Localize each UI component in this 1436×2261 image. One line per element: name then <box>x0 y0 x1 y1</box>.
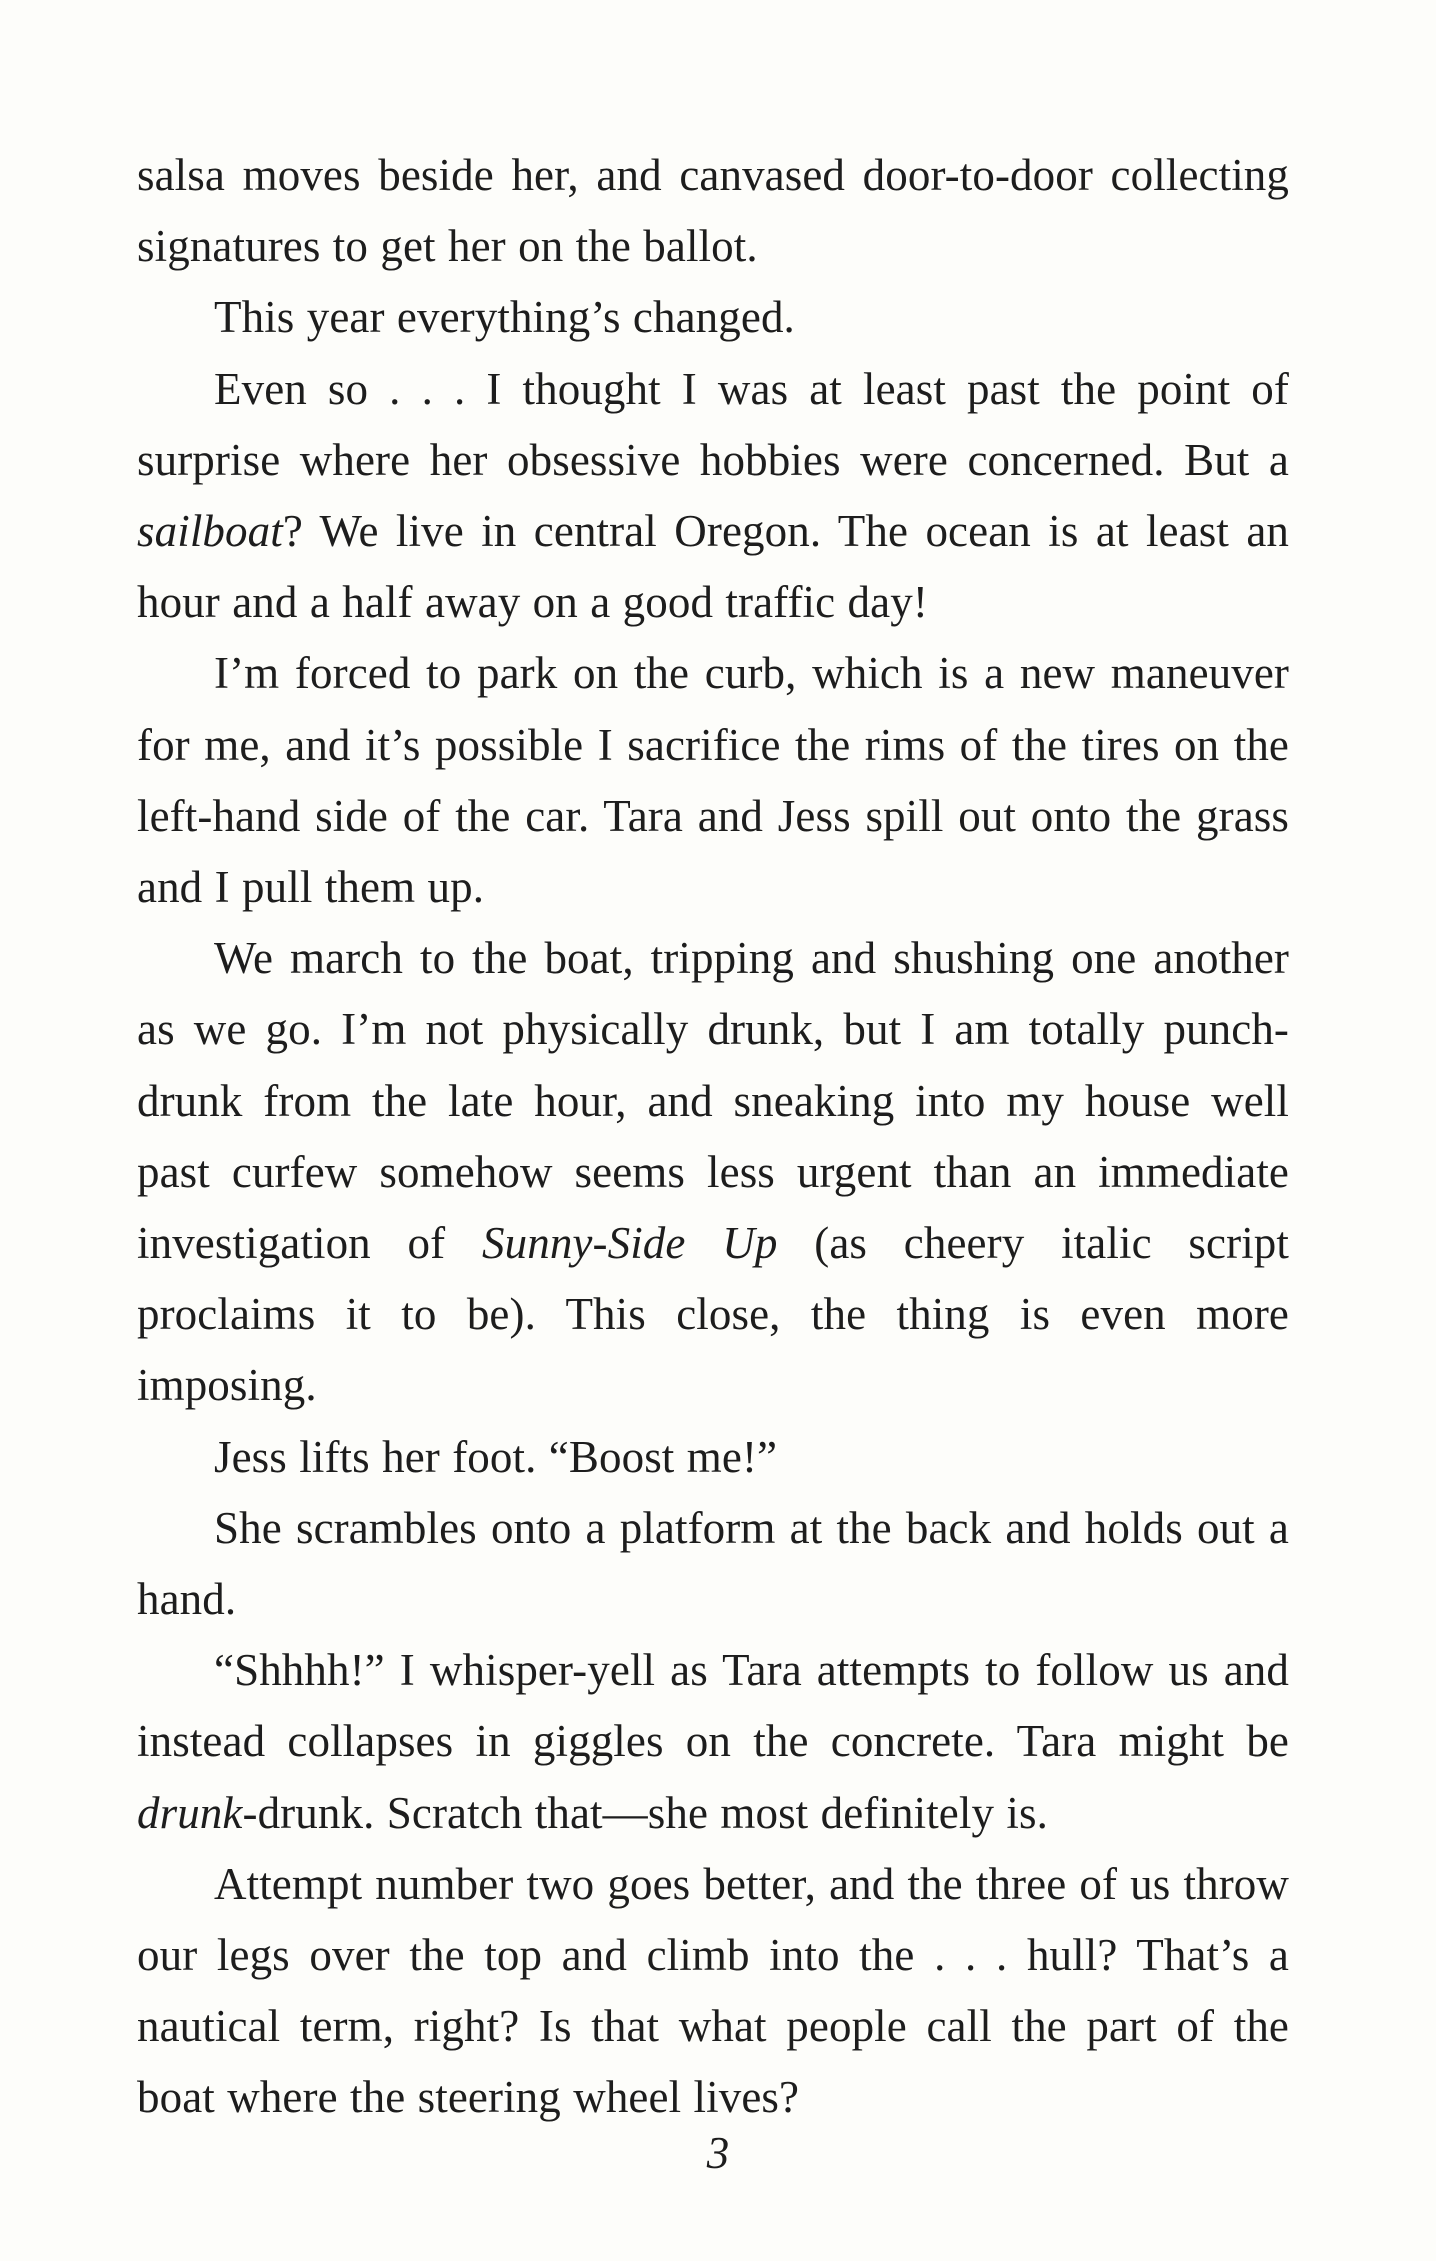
italic-text: drunk <box>137 1787 243 1838</box>
text-run: ? We live in central Oregon. The ocean is at least an hour and a half away on a good traffic day! <box>137 506 1289 628</box>
italic-text: Sunny-Side Up <box>482 1218 778 1269</box>
page-number: 3 <box>706 2128 730 2178</box>
paragraph <box>137 1493 1289 1635</box>
text-run: “Shhhh!” I whisper-yell as Tara attempts to follow us and instead collapses in giggles on the concrete. Tara might be <box>137 1645 1289 1767</box>
paragraph <box>137 140 1289 282</box>
text-run: I’m forced to park on the curb, which is a new maneuver for me, and it’s possible I sacrifice the rims of the tires on the left-hand side of the car. Tara and Jess spill out onto the grass and I pull them up. <box>137 648 1289 913</box>
body-text <box>137 140 1289 2134</box>
paragraph <box>137 1849 1289 2134</box>
paragraph <box>137 354 1289 639</box>
text-run: -drunk. Scratch that—she most definitely is. <box>242 1787 1048 1838</box>
paragraph <box>137 282 1289 353</box>
text-run: Even so . . . I thought I was at least past the point of surprise where her obsessive hobbies were concerned. But a <box>137 363 1289 485</box>
text-run: salsa moves beside her, and canvased door-to-door collecting signatures to get her on the ballot. <box>137 150 1289 272</box>
text-run: She scrambles onto a platform at the back and holds out a hand. <box>137 1502 1289 1625</box>
paragraph <box>137 1422 1289 1493</box>
italic-text: sailboat <box>137 506 283 557</box>
paragraph <box>137 923 1289 1421</box>
text-run: Attempt number two goes better, and the three of us throw our legs over the top and climb into the . . . hull? That’s a nautical term, right? Is that what people call the part of the boat where the steering wheel lives? <box>137 1858 1289 2123</box>
text-run: We march to the boat, tripping and shushing one another as we go. I’m not physically drunk, but I am totally punch-drunk from the late hour, and sneaking into my house well past curfew somehow seems less urgent than an immediate investigation of <box>137 933 1289 1269</box>
paragraph <box>137 1635 1289 1849</box>
text-run: Jess lifts her foot. “Boost me!” <box>214 1431 778 1482</box>
text-run: (as cheery italic script proclaims it to be). This close, the thing is even more imposing. <box>137 1218 1290 1411</box>
paragraph <box>137 638 1289 923</box>
text-run: This year everything’s changed. <box>214 292 795 343</box>
